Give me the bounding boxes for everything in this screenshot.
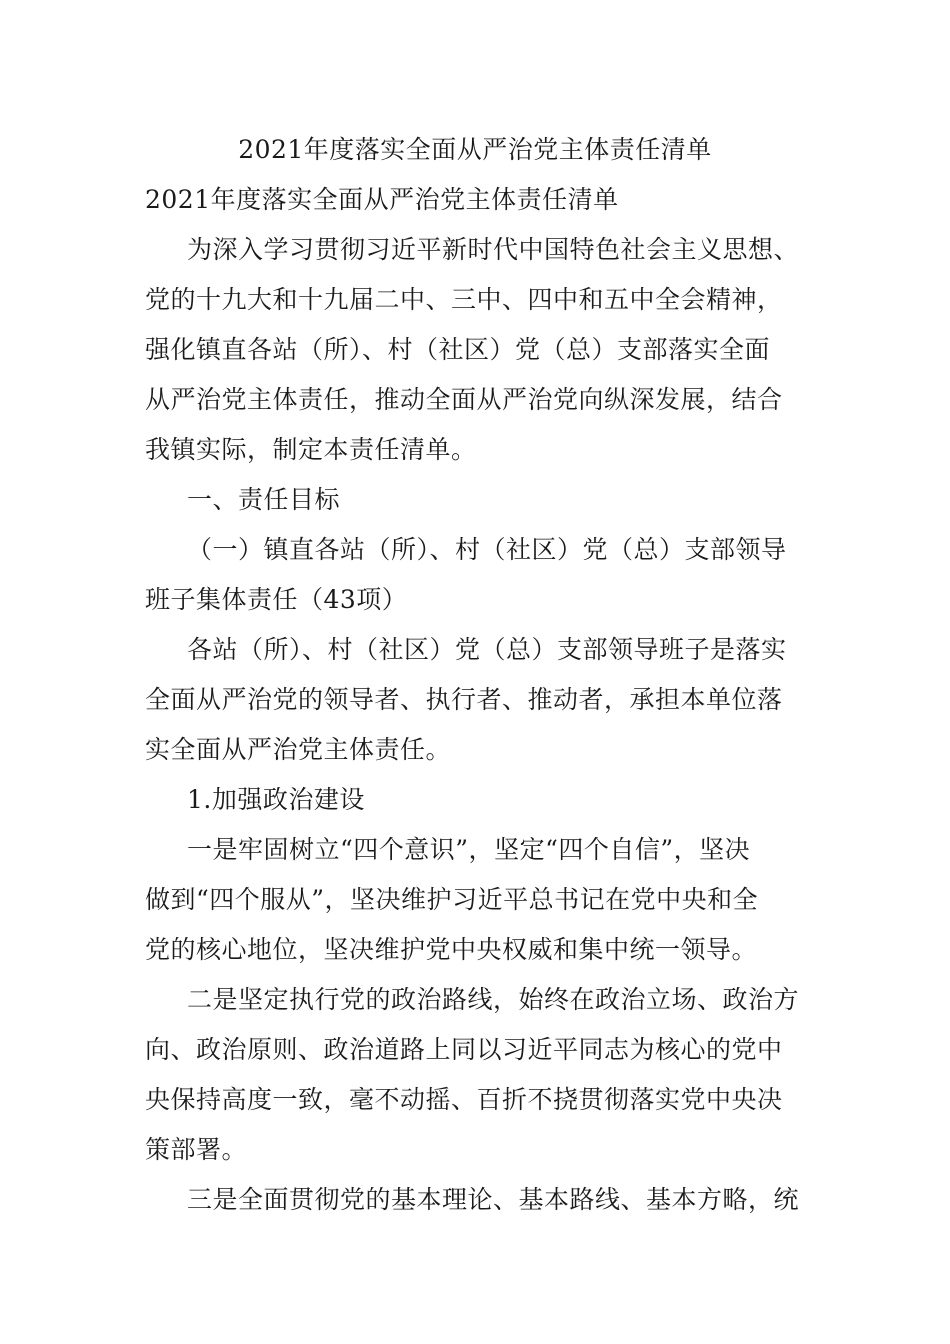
document-title: 2021年度落实全面从严治党主体责任清单 xyxy=(238,135,712,164)
paragraph-line: 党的核心地位，坚决维护党中央权威和集中统一领导。 xyxy=(145,935,758,964)
paragraph-line: 强化镇直各站（所）、村（社区）党（总）支部落实全面 xyxy=(145,335,771,364)
section-heading: 一、责任目标 xyxy=(187,485,341,514)
paragraph-line: 央保持高度一致，毫不动摇、百折不挠贯彻落实党中央决 xyxy=(145,1085,783,1114)
paragraph-line: 一是牢固树立“四个意识”，坚定“四个自信”，坚决 xyxy=(187,835,751,864)
paragraph-line: 二是坚定执行党的政治路线，始终在政治立场、政治方 xyxy=(187,985,800,1014)
paragraph-line: 三是全面贯彻党的基本理论、基本路线、基本方略，统 xyxy=(187,1185,800,1214)
paragraph-line: 全面从严治党的领导者、执行者、推动者，承担本单位落 xyxy=(145,685,783,714)
paragraph-line: 各站（所）、村（社区）党（总）支部领导班子是落实 xyxy=(187,635,787,664)
paragraph-line: 从严治党主体责任，推动全面从严治党向纵深发展，结合 xyxy=(145,385,783,414)
document-subtitle: 2021年度落实全面从严治党主体责任清单 xyxy=(145,185,619,214)
item-heading: 1.加强政治建设 xyxy=(187,785,365,814)
paragraph-line: 策部署。 xyxy=(145,1135,248,1164)
paragraph-line: 向、政治原则、政治道路上同以习近平同志为核心的党中 xyxy=(145,1035,783,1064)
paragraph-line: 实全面从严治党主体责任。 xyxy=(145,735,452,764)
paragraph-line: 党的十九大和十九届二中、三中、四中和五中全会精神， xyxy=(145,285,783,314)
paragraph-line: 为深入学习贯彻习近平新时代中国特色社会主义思想、 xyxy=(187,235,800,264)
paragraph-line: 做到“四个服从”，坚决维护习近平总书记在党中央和全 xyxy=(145,885,759,914)
paragraph-line: 我镇实际，制定本责任清单。 xyxy=(145,435,477,464)
subsection-heading: （一）镇直各站（所）、村（社区）党（总）支部领导 xyxy=(187,535,787,564)
subsection-heading: 班子集体责任（43项） xyxy=(145,585,408,614)
